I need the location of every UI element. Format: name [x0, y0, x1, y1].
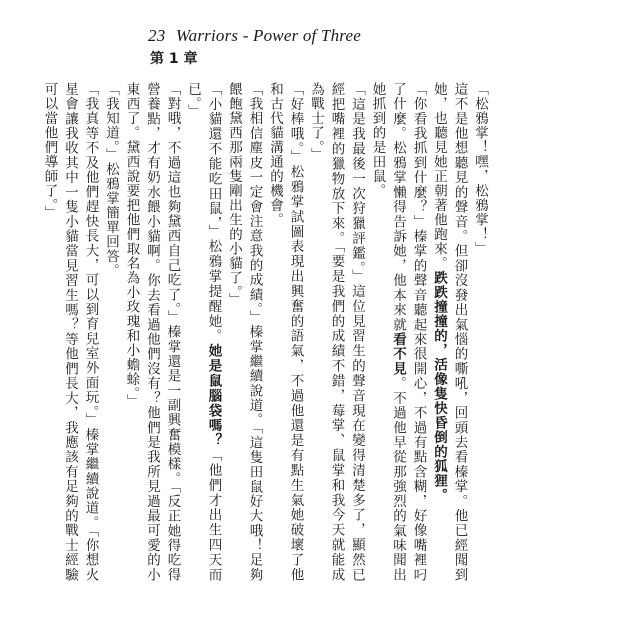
paragraph-text: 「我知道。」松鴉掌簡單回答。: [103, 82, 119, 279]
vertical-text: [41, 82, 490, 583]
paragraph-text: 「你看我抓到什麼？」榛掌的聲音聽起來很開心，不過有點含糊，好像嘴裡叼了什麼。松鴉掌懶得告訴她，他本來就: [390, 82, 427, 582]
paragraph: [101, 82, 122, 582]
paragraph: [429, 82, 470, 582]
body-text-area: [41, 82, 490, 583]
paragraph-text: 「好棒哦。」松鴉掌試圖表現出興奮的語氣，不過他還是有點生氣她破壞了他和古代貓溝通的機會。: [267, 82, 304, 582]
paragraph-text: 「對哦，不過這也夠黛西自己吃了。」榛掌還是一副興奮模樣。「反正她得吃得營養點，才有奶水餵小貓啊。你去看過他們沒有？他們是我所見過最可愛的小東西了。黛西說要把他們取名為小玫瑰和小蟾蜍。」: [123, 82, 181, 582]
paragraph: [121, 82, 183, 582]
paragraph-text: 「我相信塵皮一定會注意我的成績。」榛掌繼續說道。「這隻田鼠好大哦！足夠餵飽黛西那兩隻剛出生的小貓了。」: [226, 82, 263, 582]
paragraph-text: 「松鴉掌！嘿，松鴉掌！」: [472, 82, 488, 256]
paragraph-text: 「這是我最後一次狩獵評鑑。」這位見習生的聲音現在變得清楚多了，顯然已經把嘴裡的獵物放下來。「要是我們的成績不錯，莓掌、鼠掌和我今天就能成為戰士了。」: [308, 82, 365, 582]
chapter-label: 第 1 章: [150, 51, 198, 67]
paragraph: [265, 82, 306, 582]
book-title: Warriors - Power of Three: [175, 26, 361, 45]
paragraph-text: 「他們才出生四天而已。」: [185, 82, 222, 583]
paragraph-text: 。不過他早從那強烈的氣味聞出她抓到的是田鼠。: [369, 82, 406, 583]
paragraph-text: 「我真等不及他們趕快長大，可以到育兒室外面玩。」榛掌繼續說道。「你想火星會讓我收其中一隻小貓當見習生嗎？等他們長大，我應該有足夠的戰士經驗可以當他們導師了。」: [41, 82, 99, 582]
paragraph: [39, 82, 101, 582]
paragraph-text: 「小貓還不能吃田鼠，」松鴉掌提醒她。: [205, 82, 222, 344]
paragraph: [183, 82, 224, 582]
paragraph-text: 這不是他想聽見的聲音。但卻沒發出氣惱的嘶吼，回頭去看榛掌。他已經聞到她，也聽見她正朝著他跑來。: [431, 82, 468, 582]
paragraph: [367, 82, 429, 582]
paragraph-emphasis: 跌跌撞撞的，活像隻快昏倒的狐狸。: [431, 270, 447, 503]
paragraph: [470, 82, 491, 582]
paragraph-emphasis: 她是鼠腦袋嗎？: [205, 343, 222, 449]
running-header: [148, 26, 361, 46]
paragraph: [224, 82, 265, 582]
page-number: 23: [148, 26, 166, 45]
paragraph-emphasis: 看不見: [390, 332, 406, 377]
paragraph: [306, 82, 368, 582]
